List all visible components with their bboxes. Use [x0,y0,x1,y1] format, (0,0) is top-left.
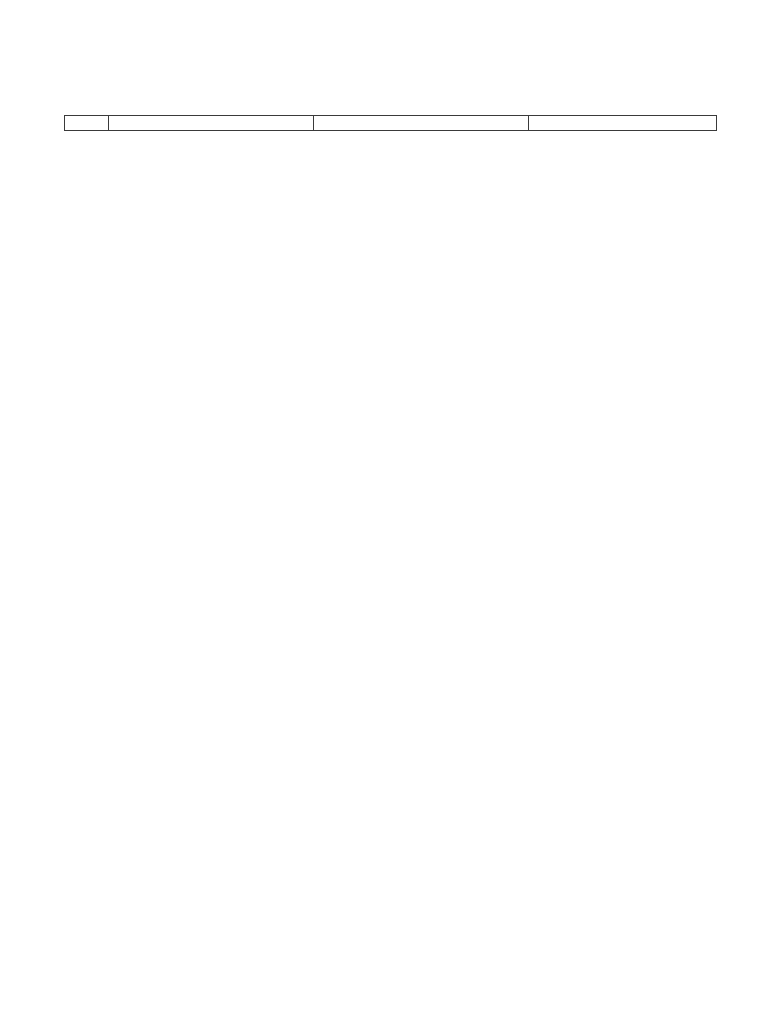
tree-border-bottom [0,986,768,1022]
menu-table [64,115,717,131]
header-sore [529,116,717,131]
tree-border-right [734,0,768,1024]
table-header-row [65,116,717,131]
header-pagi [109,116,314,131]
header-hari [65,116,109,131]
tree-border-left [0,0,36,1024]
header-siang [314,116,529,131]
tree-border-top [0,0,768,36]
